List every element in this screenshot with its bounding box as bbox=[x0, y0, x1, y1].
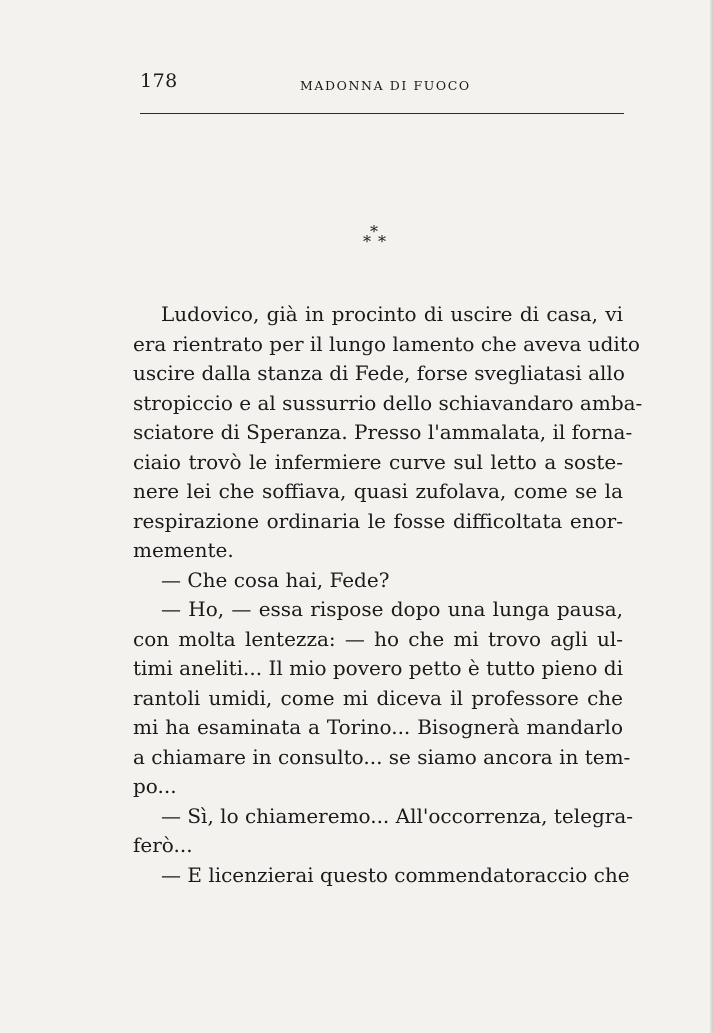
text-line: po... bbox=[133, 774, 177, 798]
text-line: uscire dalla stanza di Fede, forse svegliatasi allo bbox=[133, 361, 625, 385]
running-title: MADONNA DI FUOCO bbox=[300, 78, 471, 93]
text-line: Ludovico, già in procinto di uscire di casa, vi bbox=[161, 302, 623, 326]
asterism-star: * bbox=[378, 232, 386, 251]
text-line: sciatore di Speranza. Presso l'ammalata, il forna- bbox=[133, 420, 633, 444]
text-line: nere lei che soffiava, quasi zufolava, come se la bbox=[133, 479, 623, 503]
page-number: 178 bbox=[140, 70, 178, 92]
text-line: a chiamare in consulto... se siamo ancora in tem- bbox=[133, 744, 631, 769]
text-line: con molta lentezza: — ho che mi trovo agli ul- bbox=[133, 626, 623, 651]
body-text bbox=[133, 300, 643, 890]
text-line: memente. bbox=[133, 538, 234, 562]
text-line: stropiccio e al sussurrio dello schiavandaro amba- bbox=[133, 390, 643, 415]
page-edge bbox=[710, 0, 714, 1033]
asterism-star: * bbox=[370, 222, 378, 241]
text-line: mi ha esaminata a Torino... Bisognerà mandarlo bbox=[133, 715, 623, 739]
text-line: rantoli umidi, come mi diceva il professore che bbox=[133, 685, 623, 710]
dialogue-line: — Che cosa hai, Fede? bbox=[161, 567, 390, 592]
text-line: timi aneliti... Il mio povero petto è tutto pieno di bbox=[133, 656, 624, 680]
text-line: ciaio trovò le infermiere curve sul letto a soste- bbox=[133, 449, 623, 474]
asterism-section-break bbox=[357, 222, 397, 256]
asterism-star: * bbox=[363, 232, 371, 251]
text-line: era rientrato per il lungo lamento che aveva udito bbox=[133, 331, 640, 356]
dialogue-line: — Sì, lo chiameremo... All'occorrenza, telegra- bbox=[161, 803, 634, 828]
header-rule bbox=[140, 113, 624, 114]
text-line: ferò... bbox=[133, 833, 193, 857]
text-line: respirazione ordinaria le fosse difficoltata enor- bbox=[133, 508, 623, 533]
dialogue-line: — E licenzierai questo commendatoraccio che bbox=[161, 862, 630, 887]
dialogue-line: — Ho, — essa rispose dopo una lunga pausa, bbox=[161, 597, 623, 621]
